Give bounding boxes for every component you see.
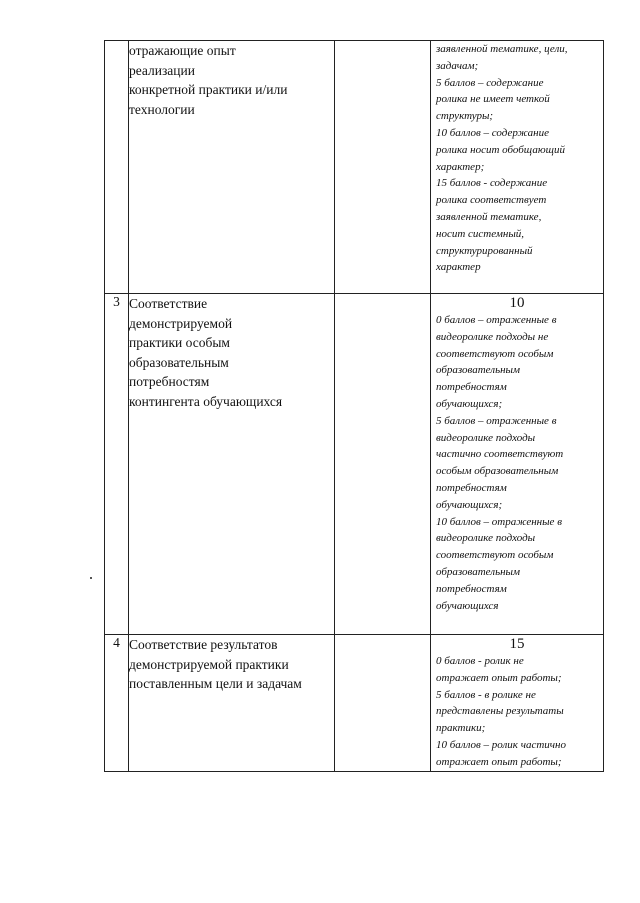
row-number: 3 [105,294,129,635]
description-line: видеоролике подходы [436,431,536,444]
description-line: носит системный, [436,227,525,240]
criterion-line: Соответствие [129,296,208,311]
max-score: 10 [509,295,525,311]
description-line: 10 баллов – отраженные в [436,515,562,528]
description-line: отражает опыт работы; [436,755,562,768]
description-line: обучающихся; [436,498,503,511]
table-row [105,41,604,294]
empty-cell [335,41,431,294]
description-line: 5 баллов – содержание [436,76,544,89]
description-line: практики; [436,722,486,735]
criterion-line: поставленным цели и задачам [129,676,302,691]
criterion-line: демонстрируемой [129,315,233,331]
criterion-line: конкретной практики и/или [129,82,288,97]
description-line: заявленной тематике, [436,210,542,223]
score-cell [431,635,604,772]
description-line: видеоролике подходы [436,532,536,545]
description-line: соответствуют особым [436,347,554,360]
scan-speck [90,577,92,579]
criterion-line: реализации [129,62,195,78]
description-line: отражает опыт работы; [436,671,562,684]
criterion-line: Соответствие результатов [129,637,278,652]
description-line: потребностям [436,582,507,595]
description-line: 5 баллов – отраженные в [436,414,557,427]
description-line: заявленной тематике, цели, [436,43,568,55]
row-number: 4 [105,635,129,772]
table-row [105,294,604,635]
description-line: структурированный [436,244,533,257]
empty-cell [335,635,431,772]
description-line: ролика соответствует [436,194,547,207]
criterion-cell [129,635,335,772]
description-line: 10 баллов – ролик частично [436,738,566,751]
table-row [105,635,604,772]
description-line: обучающихся; [436,397,503,410]
criterion-line: технологии [129,101,195,117]
score-cell [431,41,604,294]
description-line: 5 баллов - в ролике не [436,688,536,701]
criterion-line: практики особым [129,335,230,350]
criterion-line: контингента обучающихся [129,393,283,409]
criterion-line: потребностям [129,374,210,389]
description-line: образовательным [436,364,521,377]
criterion-line: демонстрируемой практики [129,656,289,672]
criteria-table [104,40,604,772]
criterion-line: образовательным [129,354,229,370]
description-line: образовательным [436,565,521,578]
description-line: обучающихся [436,599,499,612]
description-line: 0 баллов - ролик не [436,655,524,667]
description-line: особым образовательным [436,465,559,478]
score-description [431,312,603,614]
criterion-cell [129,41,335,294]
description-line: соответствуют особым [436,549,554,562]
description-line: видеоролике подходы не [436,330,549,343]
description-line: представлены результаты [436,705,564,718]
description-line: частично соответствуют [436,448,564,461]
score-cell [431,294,604,635]
description-line: потребностям [436,381,507,394]
description-line: потребностям [436,481,507,494]
description-line: характер; [436,160,485,173]
description-line: задачам; [436,59,479,72]
description-line: 15 баллов - содержание [436,177,548,190]
description-line: 0 баллов – отраженные в [436,314,557,326]
criterion-line: отражающие опыт [129,43,236,58]
row-number [105,41,129,294]
empty-cell [335,294,431,635]
description-line: 10 баллов – содержание [436,126,549,139]
max-score: 15 [509,636,525,652]
score-description [431,653,603,771]
criterion-cell [129,294,335,635]
description-line: ролика не имеет четкой [436,93,550,106]
description-line: структуры; [436,110,494,123]
description-line: ролика носит обобщающий [436,143,565,156]
description-line: характер [436,261,481,274]
score-description [431,41,603,276]
